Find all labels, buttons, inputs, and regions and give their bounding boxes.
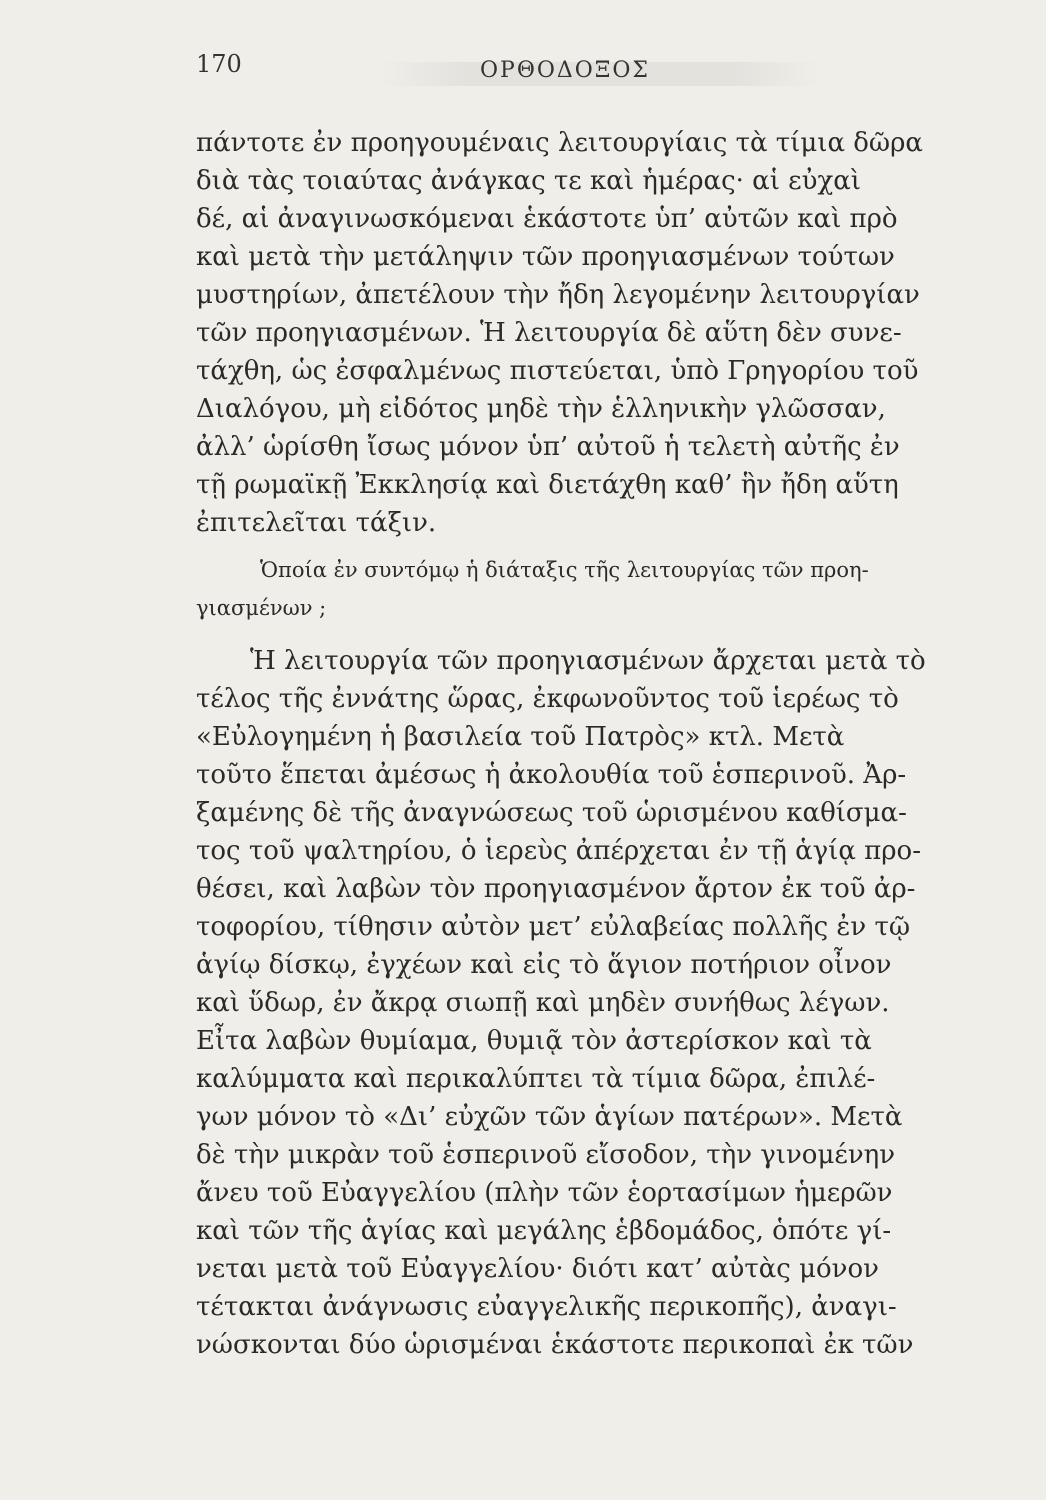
- text-line: «Εὐλογημένη ἡ βασιλεία τοῦ Πατρὸς» κτλ. Μετὰ: [196, 722, 845, 752]
- text-line: δὲ τὴν μικρὰν τοῦ ἑσπερινοῦ εἴσοδον, τὴν γινομένην: [196, 1140, 896, 1170]
- text-line: τέλος τῆς ἐννάτης ὥρας, ἐκφωνοῦντος τοῦ ἱερέως τὸ: [196, 684, 899, 714]
- text-line: τάχθη, ὡς ἐσφαλμένως πιστεύεται, ὑπὸ Γρηγορίου τοῦ: [196, 356, 919, 386]
- text-line: ἀλλ’ ὡρίσθη ἴσως μόνον ὑπ’ αὐτοῦ ἡ τελετὴ αὐτῆς ἐν: [196, 432, 900, 462]
- text-line: τῇ ρωμαϊκῇ Ἐκκλησίᾳ καὶ διετάχθη καθ’ ἣν ἤδη αὕτη: [196, 470, 899, 500]
- text-line: τοφορίου, τίθησιν αὐτὸν μετ’ εὐλαβείας πολλῆς ἐν τῷ: [196, 912, 911, 942]
- text-line: ξαμένης δὲ τῆς ἀναγνώσεως τοῦ ὡρισμένου καθίσμα-: [196, 798, 907, 828]
- text-line: νώσκονται δύο ὡρισμέναι ἑκάστοτε περικοπαὶ ἐκ τῶν: [196, 1330, 914, 1360]
- text-line: καὶ ὕδωρ, ἐν ἄκρᾳ σιωπῇ καὶ μηδὲν συνήθως λέγων.: [196, 988, 890, 1018]
- text-line: καὶ τῶν τῆς ἁγίας καὶ μεγάλης ἑβδομάδος, ὁπότε γί-: [196, 1216, 892, 1246]
- text-line: καὶ μετὰ τὴν μετάληψιν τῶν προηγιασμένων τούτων: [196, 242, 895, 272]
- text-line: τῶν προηγιασμένων. Ἡ λειτουργία δὲ αὕτη δὲν συνε-: [196, 318, 902, 348]
- text-line: θέσει, καὶ λαβὼν τὸν προηγιασμένον ἄρτον ἐκ τοῦ ἀρ-: [196, 874, 916, 904]
- text-line: Εἶτα λαβὼν θυμίαμα, θυμιᾷ τὸν ἀστερίσκον καὶ τὰ: [196, 1026, 872, 1056]
- question-line: Ὁποία ἐν συντόμῳ ἡ διάταξις τῆς λειτουργίας τῶν προη-: [260, 558, 869, 582]
- text-line: διὰ τὰς τοιαύτας ἀνάγκας τε καὶ ἡμέρας· αἱ εὐχαὶ: [196, 166, 861, 196]
- text-line: Ἡ λειτουργία τῶν προηγιασμένων ἄρχεται μετὰ τὸ: [250, 646, 926, 676]
- page-number: 170: [196, 50, 242, 78]
- text-line: τέτακται ἀνάγνωσις εὐαγγελικῆς περικοπῆς), ἀναγι-: [196, 1292, 897, 1322]
- text-line: ἄνευ τοῦ Εὐαγγελίου (πλὴν τῶν ἑορτασίμων ἡμερῶν: [196, 1178, 893, 1208]
- text-line: γων μόνον τὸ «Δι’ εὐχῶν τῶν ἁγίων πατέρων». Μετὰ: [196, 1102, 903, 1132]
- text-line: Διαλόγου, μὴ εἰδότος μηδὲ τὴν ἑλληνικὴν γλῶσσαν,: [196, 394, 886, 424]
- running-head: ΟΡΘΟΔΟΞΟΣ: [480, 58, 650, 83]
- question-line: γιασμένων ;: [196, 596, 327, 620]
- text-line: μυστηρίων, ἀπετέλουν τὴν ἤδη λεγομένην λειτουργίαν: [196, 280, 920, 310]
- text-line: ἁγίῳ δίσκῳ, ἐγχέων καὶ εἰς τὸ ἅγιον ποτήριον οἶνον: [196, 950, 892, 980]
- text-line: νεται μετὰ τοῦ Εὐαγγελίου· διότι κατ’ αὐτὰς μόνον: [196, 1254, 879, 1284]
- text-line: πάντοτε ἐν προηγουμέναις λειτουργίαις τὰ τίμια δῶρα: [196, 128, 923, 158]
- text-line: δέ, αἱ ἀναγινωσκόμεναι ἑκάστοτε ὑπ’ αὐτῶν καὶ πρὸ: [196, 204, 898, 234]
- text-line: ἐπιτελεῖται τάξιν.: [196, 508, 437, 538]
- text-line: τοῦτο ἕπεται ἀμέσως ἡ ἀκολουθία τοῦ ἑσπερινοῦ. Ἀρ-: [196, 760, 907, 790]
- text-line: τος τοῦ ψαλτηρίου, ὁ ἱερεὺς ἀπέρχεται ἐν τῇ ἁγίᾳ προ-: [196, 836, 921, 866]
- text-line: καλύμματα καὶ περικαλύπτει τὰ τίμια δῶρα, ἐπιλέ-: [196, 1064, 876, 1094]
